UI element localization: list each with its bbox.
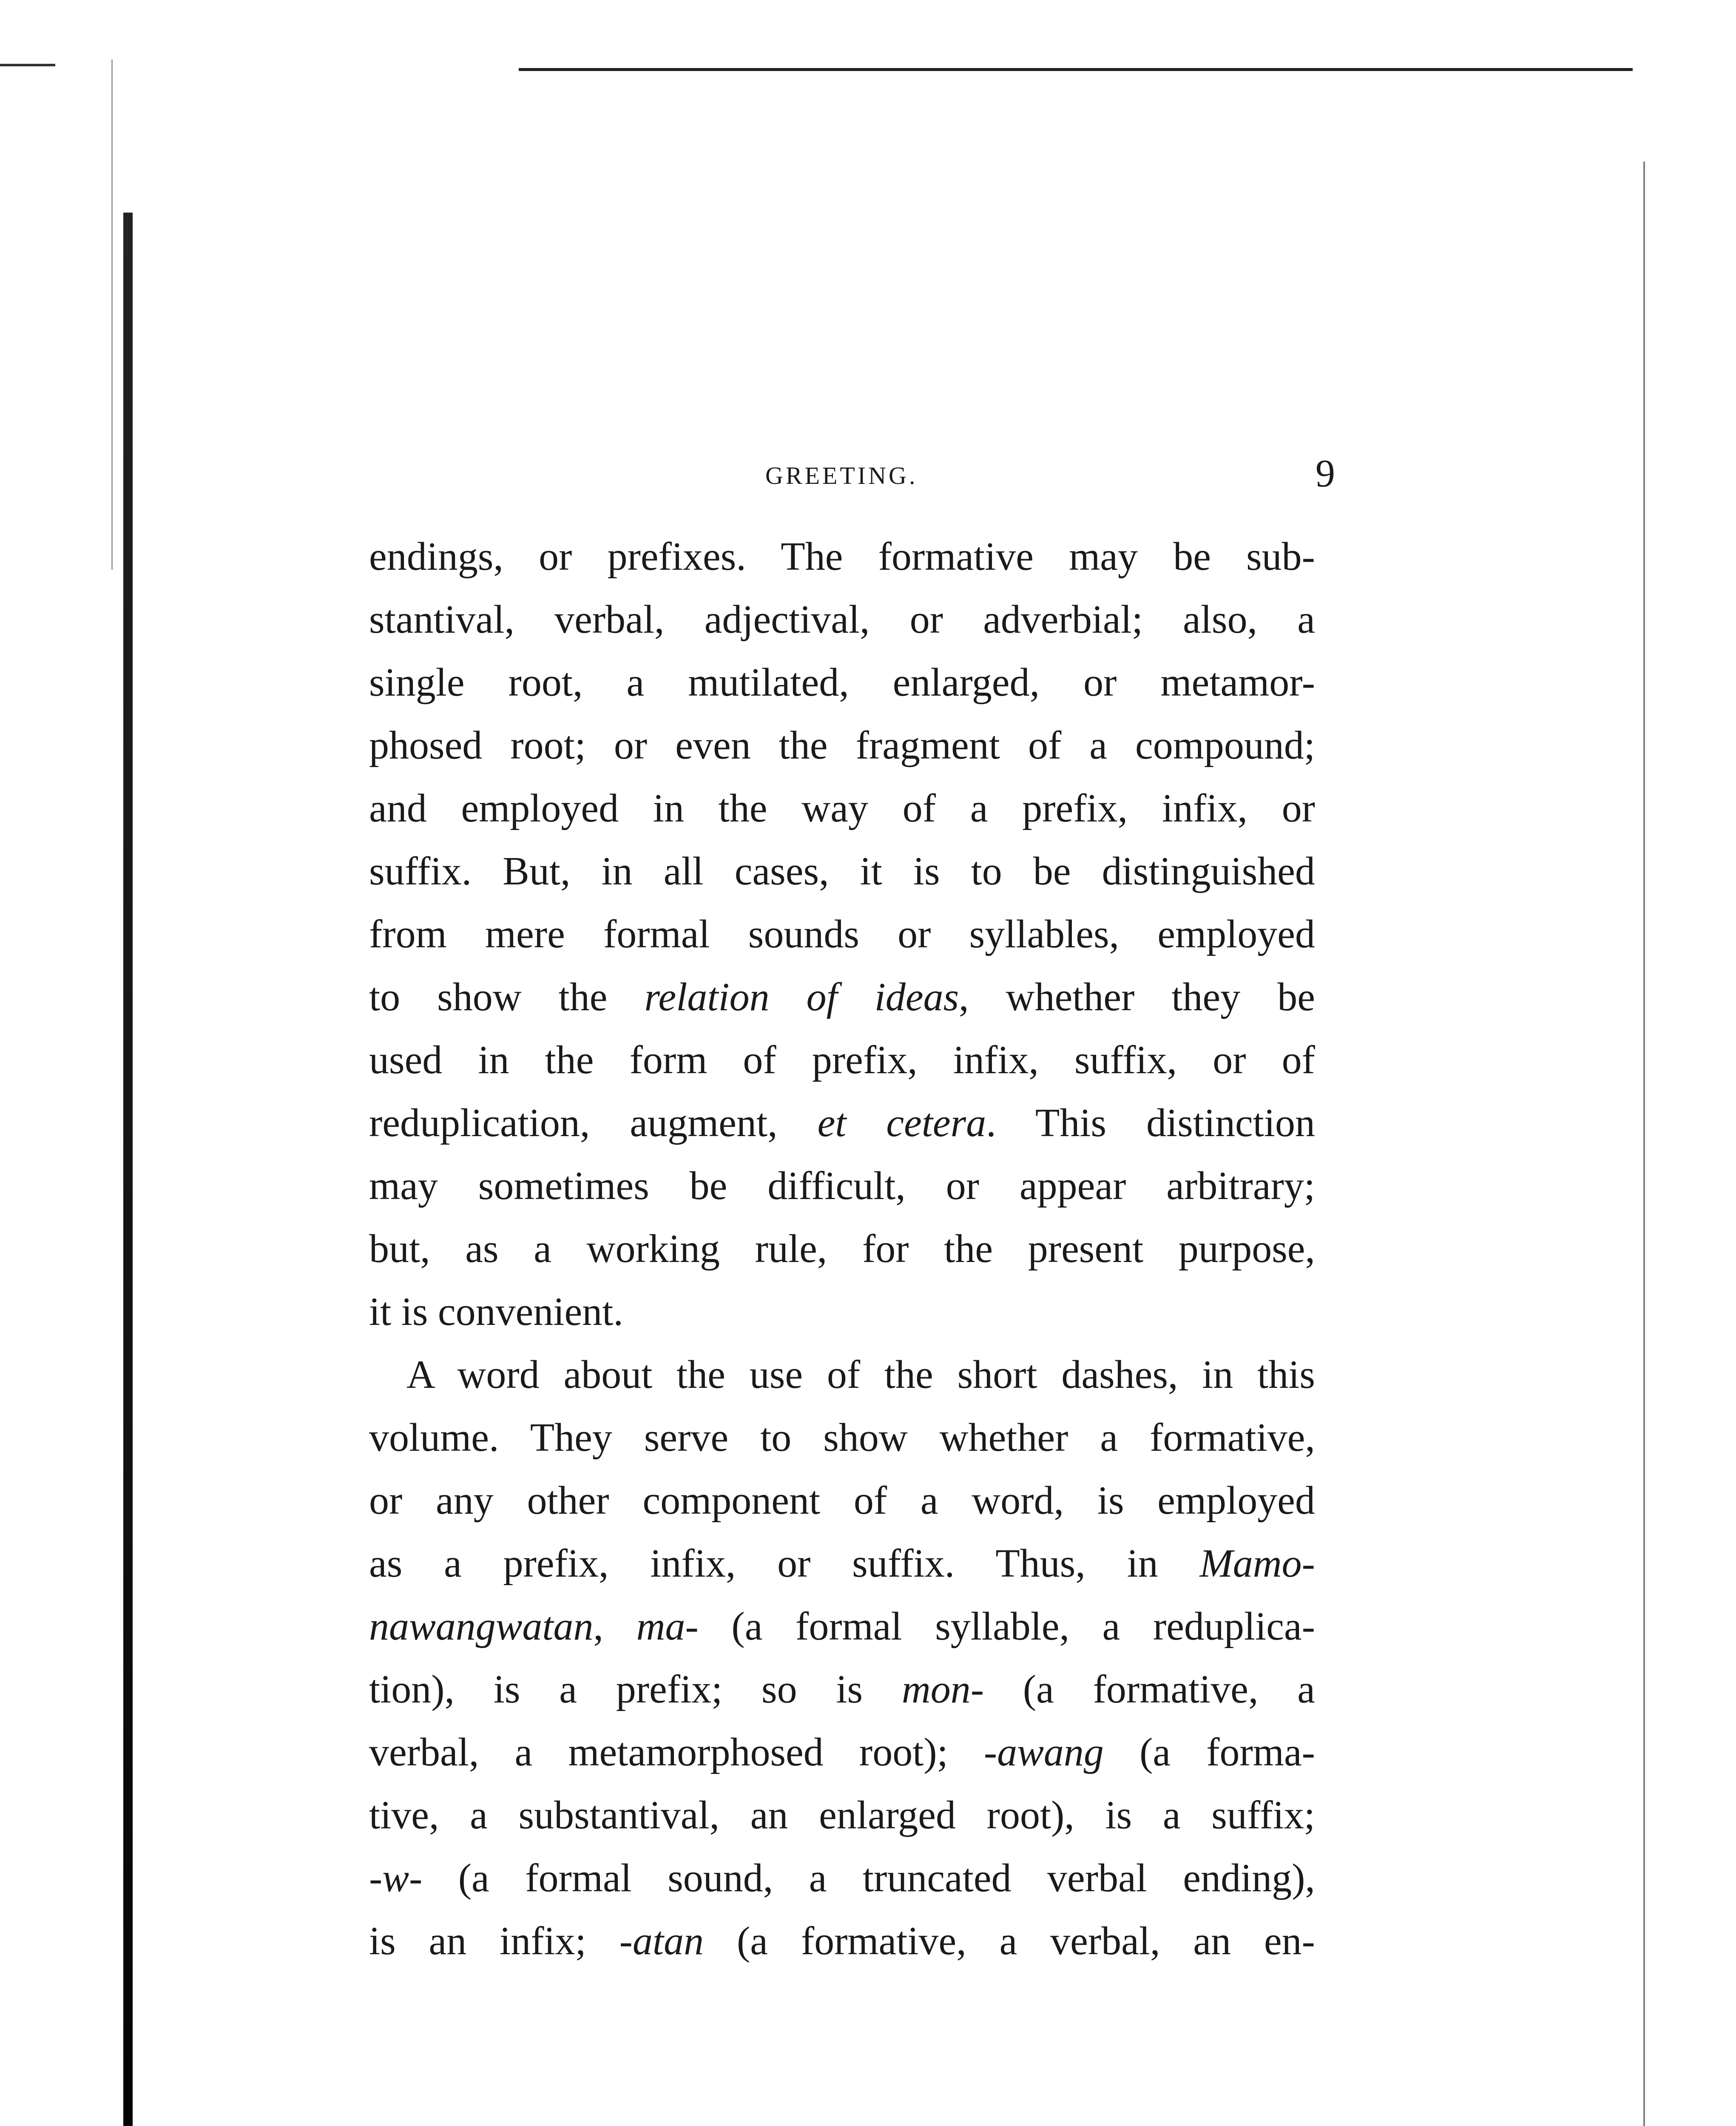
text-run: is an infix; — [369, 1919, 619, 1963]
binding-shadow — [123, 213, 133, 2126]
text-line: A word about the use of the short dashes, in this — [406, 1353, 1315, 1397]
page-edge — [1643, 162, 1645, 2126]
text-run: verbal, a metamorphosed root); — [369, 1730, 984, 1774]
paragraph-1 — [369, 525, 1315, 1343]
text-run: to show the — [369, 975, 645, 1019]
italic-run: et cetera — [817, 1101, 986, 1145]
text-line — [369, 1658, 1315, 1721]
paragraph-2 — [369, 1343, 1315, 1973]
header-title: GREETING. — [765, 462, 918, 489]
text-line: and employed in the way of a prefix, infix, or — [369, 786, 1315, 830]
text-run: (a formative, a verbal, an en- — [704, 1919, 1315, 1963]
text-line: stantival, verbal, adjectival, or adverbial; also, a — [369, 597, 1315, 642]
italic-run: -w- — [369, 1856, 423, 1900]
text-line: but, as a working rule, for the present purpose, — [369, 1227, 1315, 1271]
text-line: or any other component of a word, is employed — [369, 1478, 1315, 1523]
body-text — [369, 525, 1315, 1973]
running-head — [366, 451, 1335, 510]
italic-run: nawangwatan — [369, 1604, 594, 1649]
text-line — [369, 1532, 1315, 1595]
text-run: . This distinction — [986, 1101, 1315, 1145]
text-run: (a formative, a — [984, 1667, 1315, 1711]
text-line: used in the form of prefix, infix, suffix, or of — [369, 1038, 1315, 1082]
text-line: it is convenient. — [369, 1290, 623, 1334]
text-line: suffix. But, in all cases, it is to be distinguished — [369, 849, 1315, 893]
text-line: from mere formal sounds or syllables, employed — [369, 912, 1315, 956]
scan-edge-mark — [0, 64, 55, 66]
text-run: , whether they be — [959, 975, 1315, 1019]
text-line: may sometimes be difficult, or appear arbitrary; — [369, 1164, 1315, 1208]
italic-run: relation of ideas — [644, 975, 959, 1019]
text-line — [369, 1910, 1315, 1973]
text-run: tion), is a prefix; so is — [369, 1667, 902, 1711]
text-line — [369, 1721, 1315, 1784]
text-run: (a formal syllable, a reduplica- — [698, 1604, 1315, 1649]
binding-shadow-thin — [111, 60, 113, 570]
text-line — [369, 966, 1315, 1029]
italic-run: mon- — [901, 1667, 984, 1711]
page-number: 9 — [1315, 452, 1335, 495]
top-rule — [519, 68, 1633, 71]
text-line — [369, 1847, 1315, 1910]
text-line: tive, a substantival, an enlarged root), is a suffix; — [369, 1793, 1315, 1837]
text-line: volume. They serve to show whether a formative, — [369, 1415, 1315, 1460]
text-run: (a formal sound, a truncated verbal ending), — [422, 1856, 1315, 1900]
italic-run: Mamo- — [1199, 1541, 1315, 1586]
text-line: single root, a mutilated, enlarged, or metamor- — [369, 660, 1315, 705]
text-run: as a prefix, infix, or suffix. Thus, in — [369, 1541, 1200, 1586]
text-line: endings, or prefixes. The formative may be sub- — [369, 534, 1315, 579]
text-run: reduplication, augment, — [369, 1101, 818, 1145]
text-line — [369, 1595, 1315, 1658]
text-line: phosed root; or even the fragment of a compound; — [369, 723, 1315, 767]
italic-run: -atan — [619, 1919, 704, 1963]
italic-run: -awang — [983, 1730, 1104, 1774]
text-run: , — [593, 1604, 636, 1649]
text-line — [369, 1091, 1315, 1154]
italic-run: ma- — [636, 1604, 699, 1649]
text-run: (a forma- — [1103, 1730, 1315, 1774]
